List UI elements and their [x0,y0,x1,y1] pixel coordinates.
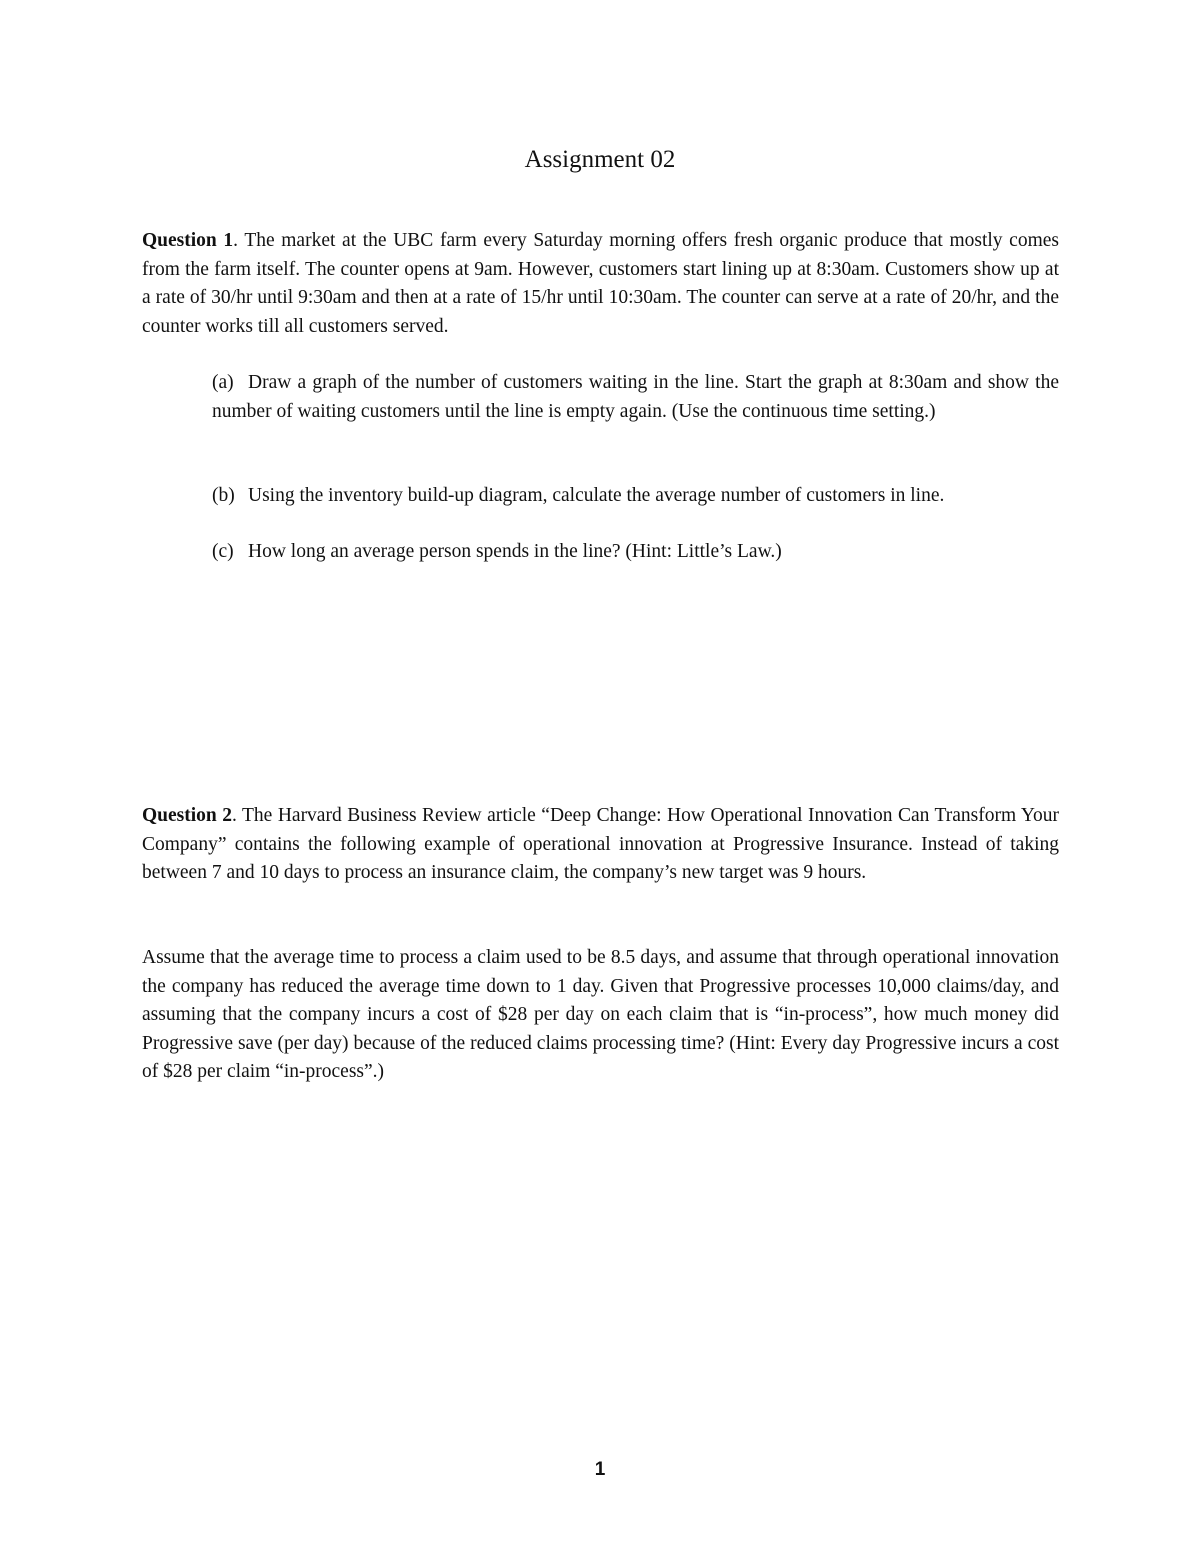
question-1-part-a [212,369,1059,426]
question-1-part-c [212,538,1059,567]
question-1-body: . The market at the UBC farm every Saturday morning offers fresh organic produce that mostly comes from the farm itself. The counter opens at 9am. However, customers start lining up at 8:30am. Customers show up at a rate of 30/hr until 9:30am and then at a rate of 15/hr until 10:30am. The counter can serve at a rate of 20/hr, and the counter works till all customers served. [142,230,1060,337]
question-2-paragraph-2: Assume that the average time to process a claim used to be 8.5 days, and assume that through operational innovation the company has reduced the average time down to 1 day. Given that Progressive processes 10,000 claims/day, and assuming that the company incurs a cost of $28 per day on each claim that is “in-process”, how much money did Progressive save (per day) because of the reduced claims processing time? (Hint: Every day Progressive incurs a cost of $28 per claim “in-process”.) [142,947,1059,1083]
part-c-marker: (c) [212,541,234,562]
part-a-text: Draw a graph of the number of customers waiting in the line. Start the graph at 8:30am and show the number of waiting customers until the line is empty again. (Use the continuous time setting.) [212,372,1059,422]
part-b-text: Using the inventory build-up diagram, calculate the average number of customers in line. [248,485,945,506]
part-a-marker: (a) [212,372,234,393]
part-c-text: How long an average person spends in the line? (Hint: Little’s Law.) [248,541,782,562]
part-b-marker: (b) [212,485,235,506]
question-1-label: Question 1 [142,230,234,251]
question-2-label: Question 2 [142,805,233,826]
question-1-paragraph [142,227,1059,341]
question-1-part-b [212,482,1059,511]
document-title: Assignment 02 [524,146,676,173]
question-2-body: . The Harvard Business Review article “Deep Change: How Operational Innovation Can Transform Your Company” contains the following example of operational innovation at Progressive Insurance. Instead of taking between 7 and 10 days to process an insurance claim, the company’s new target was 9 hours. [142,805,1060,884]
page-number: 1 [594,1459,606,1480]
question-2-paragraph [142,802,1059,888]
